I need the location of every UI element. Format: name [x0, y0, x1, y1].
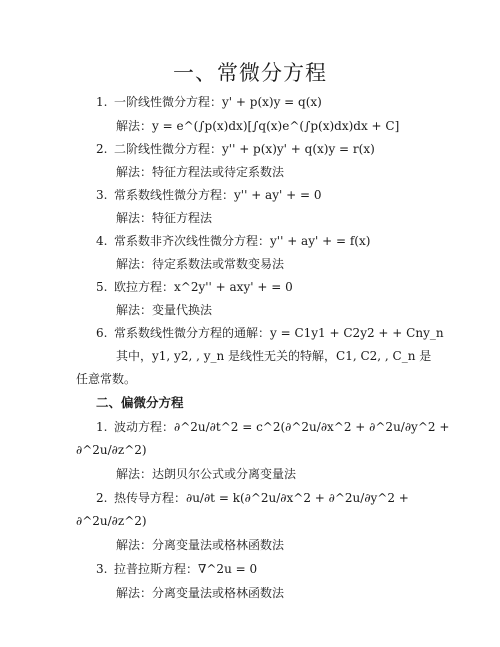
- pde-item-1: [96, 420, 449, 434]
- item-number: 3.: [96, 188, 108, 202]
- solution-text: 解法：分离变量法或格林函数法: [116, 586, 285, 600]
- item-number: 3.: [96, 562, 108, 576]
- solution-text: 解法：待定系数法或常数变易法: [116, 257, 285, 271]
- solution-text: 解法：变量代换法: [116, 303, 213, 317]
- item-number: 5.: [96, 280, 108, 294]
- ode-item-3: [96, 188, 321, 202]
- ode-item-2: [96, 142, 375, 156]
- section-heading: 二、偏微分方程: [96, 395, 184, 410]
- solution-text: 解法：达朗贝尔公式或分离变量法: [116, 467, 297, 481]
- solution-text: 解法：特征方程法: [116, 211, 213, 225]
- item-number: 4.: [96, 234, 108, 248]
- equation-text: 波动方程：∂^2u/∂t^2 = c^2(∂^2u/∂x^2 + ∂^2u/∂y^2 +: [114, 420, 450, 434]
- ode-item-4: [96, 234, 370, 248]
- equation-text: 常系数线性微分方程的通解：y = C1y1 + C2y2 + + Cny_n: [114, 326, 444, 340]
- ode-item-6: [96, 326, 444, 340]
- equation-text: 二阶线性微分方程：y'' + p(x)y' + q(x)y = r(x): [114, 142, 375, 156]
- ode-item-1: [96, 95, 322, 109]
- equation-text: 拉普拉斯方程：∇^2u = 0: [114, 562, 258, 576]
- equation-text: 常系数线性微分方程：y'' + ay' + = 0: [114, 188, 322, 202]
- solution-text: 解法：y = e^(∫p(x)dx)[∫q(x)e^(∫p(x)dx)dx + C]: [116, 119, 400, 133]
- item-number: 1.: [96, 95, 108, 109]
- equation-text: 常系数非齐次线性微分方程：y'' + ay' + = f(x): [114, 234, 371, 248]
- item-number: 2.: [96, 142, 108, 156]
- equation-text: 一阶线性微分方程：y' + p(x)y = q(x): [114, 95, 322, 109]
- equation-text: 热传导方程：∂u/∂t = k(∂^2u/∂x^2 + ∂^2u/∂y^2 +: [114, 491, 409, 505]
- note-text: 其中，y1, y2, , y_n 是线性无关的特解，C1, C2, , C_n 是: [116, 349, 432, 363]
- equation-text: 欧拉方程：x^2y'' + axy' + = 0: [114, 280, 293, 294]
- item-number: 6.: [96, 326, 108, 340]
- pde-item-2: [96, 491, 409, 505]
- note-text: 任意常数。: [76, 372, 137, 386]
- item-number: 1.: [96, 420, 108, 434]
- ode-item-5: [96, 280, 293, 294]
- item-number: 2.: [96, 491, 108, 505]
- pde-item-3: [96, 562, 257, 576]
- solution-text: 解法：分离变量法或格林函数法: [116, 538, 285, 552]
- page-title: 一、常微分方程: [173, 61, 327, 85]
- solution-text: 解法：特征方程法或待定系数法: [116, 165, 285, 179]
- equation-continuation: ∂^2u/∂z^2): [76, 443, 147, 457]
- equation-continuation: ∂^2u/∂z^2): [76, 514, 147, 528]
